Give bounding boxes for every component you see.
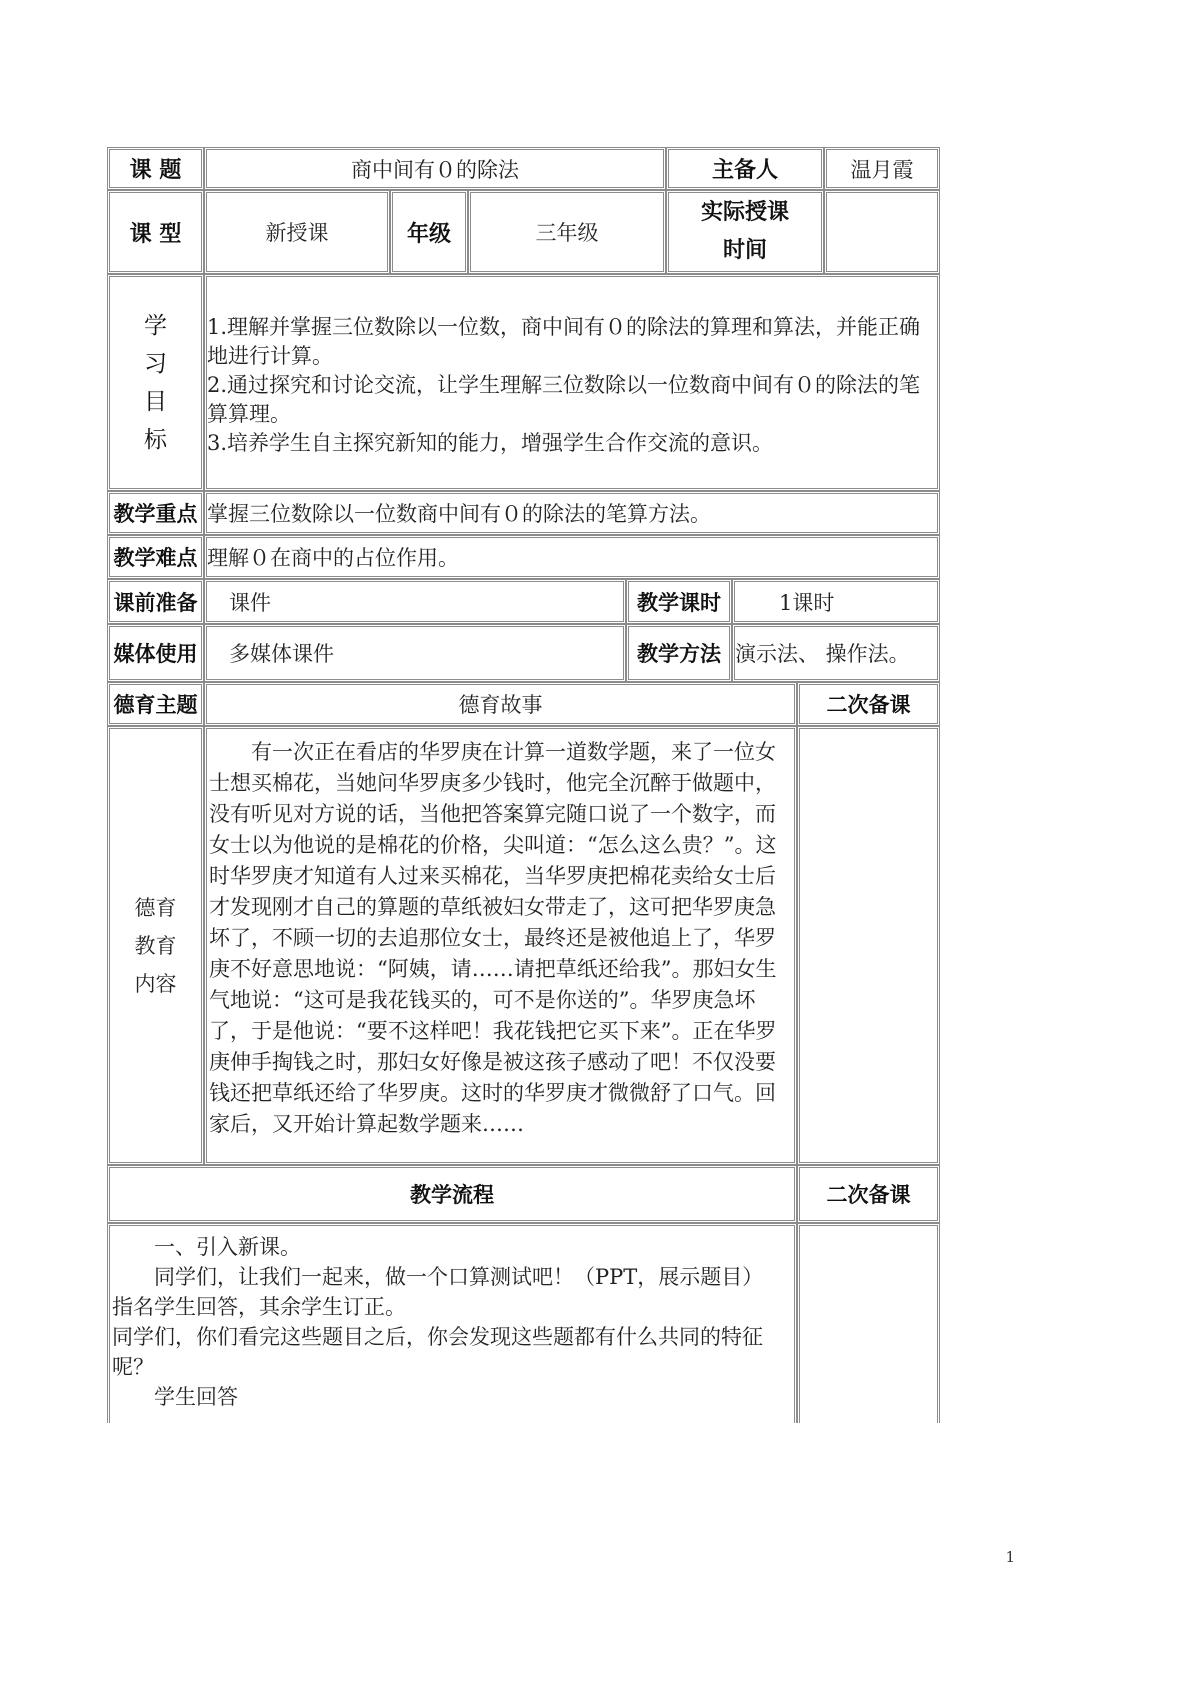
method-label: 教学方法 xyxy=(626,624,732,682)
process-content xyxy=(107,1223,797,1423)
process-line: 同学们，你们看完这些题目之后，你会发现这些题都有什么共同的特征呢？ xyxy=(112,1325,763,1379)
type-value: 新授课 xyxy=(204,190,390,274)
process-line: 指名学生回答，其余学生订正。 xyxy=(112,1295,406,1319)
process-line: 学生回答 xyxy=(154,1385,238,1409)
preparation-value: 课件 xyxy=(204,579,626,624)
moral-theme-label: 德育主题 xyxy=(107,682,204,726)
moral-story: 有一次正在看店的华罗庚在计算一道数学题，来了一位女士想买棉花，当她问华罗庚多少钱时，他完全沉醉于做题中，没有听见对方说的话，当他把答案算完随口说了一个数字，而女士以为他说的是棉花的价格，尖叫道：“怎么这么贵？”。这时华罗庚才知道有人过来买棉花，当华罗庚把棉花卖给女士后才发现刚才自己的算题的草纸被妇女带走了，这可把华罗庚急坏了，不顾一切的去追那位女士，最终还是被他追上了，华罗庚不好意思地说：“阿姨，请……请把草纸还给我”。那妇女生气地说：“这可是我花钱买的，可不是你送的”。华罗庚急坏了，于是他说：“要不这样吧！我花钱把它买下来”。正在华罗庚伸手掏钱之时，那妇女好像是被这孩子感动了吧！不仅没要钱还把草纸还给了华罗庚。这时的华罗庚才微微舒了口气。回家后，又开始计算起数学题来…… xyxy=(204,726,797,1165)
objective-item: 2.通过探究和讨论交流，让学生理解三位数除以一位数商中间有０的除法的笔算算理。 xyxy=(207,373,921,426)
moral-second-prep-cell xyxy=(797,726,940,1165)
key-point-value: 掌握三位数除以一位数商中间有０的除法的笔算方法。 xyxy=(204,491,940,535)
process-line: 一、引入新课。 xyxy=(154,1235,301,1259)
objective-item: 3.培养学生自主探究新知的能力，增强学生合作交流的意识。 xyxy=(207,431,774,455)
grade-label: 年级 xyxy=(390,190,468,274)
process-line: 同学们，让我们一起来，做一个口算测试吧！（PPT，展示题目） xyxy=(154,1265,764,1289)
preparer-value: 温月霞 xyxy=(824,147,940,190)
preparer-label: 主备人 xyxy=(666,147,824,190)
method-value: 演示法、 操作法。 xyxy=(732,624,940,682)
topic-label: 课 题 xyxy=(107,147,204,190)
topic-value: 商中间有０的除法 xyxy=(204,147,666,190)
moral-content-label: 德育 教育 内容 xyxy=(107,726,204,1165)
media-value: 多媒体课件 xyxy=(204,624,626,682)
actual-time-value xyxy=(824,190,940,274)
process-second-prep-label: 二次备课 xyxy=(797,1165,940,1223)
process-label: 教学流程 xyxy=(107,1165,797,1223)
page-number: 1 xyxy=(1005,1548,1015,1566)
process-second-prep-cell xyxy=(797,1223,940,1423)
objectives-content xyxy=(204,274,940,491)
preparation-label: 课前准备 xyxy=(107,579,204,624)
hours-value: 1课时 xyxy=(732,579,940,624)
actual-time-label: 实际授课 时间 xyxy=(666,190,824,274)
objective-item: 1.理解并掌握三位数除以一位数，商中间有０的除法的算理和算法，并能正确地进行计算。 xyxy=(207,315,921,368)
media-label: 媒体使用 xyxy=(107,624,204,682)
grade-value: 三年级 xyxy=(468,190,666,274)
second-prep-label: 二次备课 xyxy=(797,682,940,726)
objectives-label: 学 习 目 标 xyxy=(107,274,204,491)
type-label: 课 型 xyxy=(107,190,204,274)
difficulty-value: 理解０在商中的占位作用。 xyxy=(204,535,940,579)
moral-theme-value: 德育故事 xyxy=(204,682,797,726)
difficulty-label: 教学难点 xyxy=(107,535,204,579)
key-point-label: 教学重点 xyxy=(107,491,204,535)
hours-label: 教学课时 xyxy=(626,579,732,624)
